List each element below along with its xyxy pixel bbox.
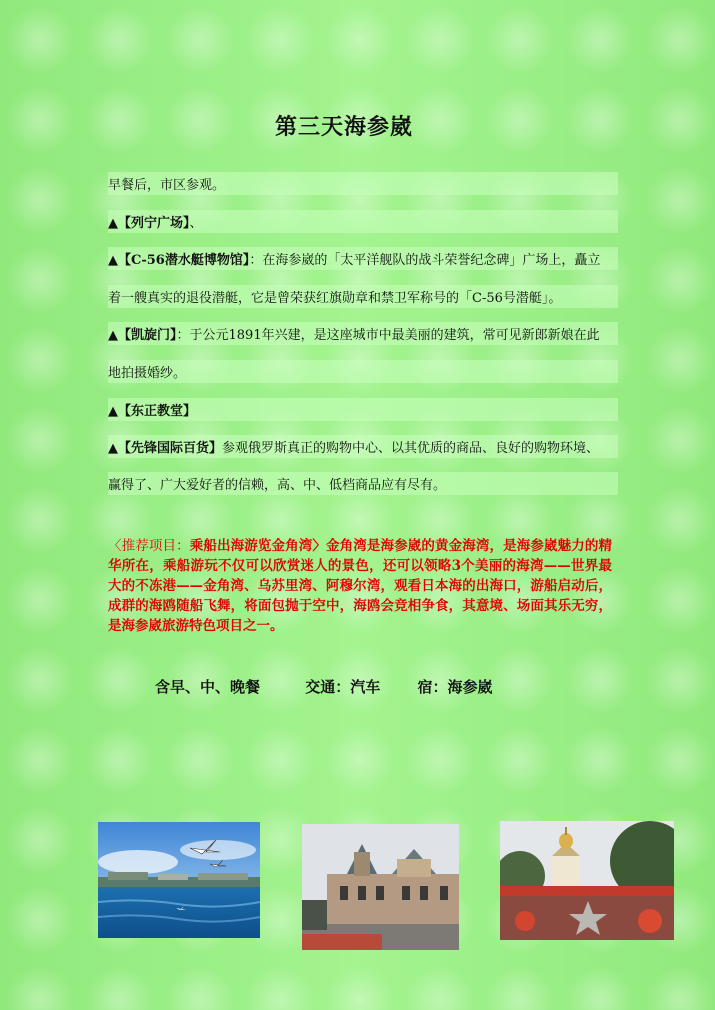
item-triumphal-arch-cont: 地拍摄婚纱。 xyxy=(108,360,618,383)
item-text: 、 xyxy=(189,216,203,231)
meals-info: 含早、中、晚餐 xyxy=(155,678,261,696)
railway-station-photo xyxy=(302,824,459,950)
item-name: ▲【列宁广场】 xyxy=(108,216,190,231)
item-name: ▲【东正教堂】 xyxy=(108,404,196,419)
item-name: ▲【先锋国际百货】 xyxy=(108,441,222,456)
recommended-activity xyxy=(108,536,612,636)
trip-summary xyxy=(155,676,493,697)
item-text: 参观俄罗斯真正的购物中心、以其优质的商品、良好的购物环境、 xyxy=(222,441,600,456)
item-name: ▲【C-56潜水艇博物馆】 xyxy=(108,253,250,268)
item-department-store-cont: 赢得了、广大爱好者的信赖，高、中、低档商品应有尽有。 xyxy=(108,472,618,495)
recommend-body: 乘船出海游览金角湾〉金角湾是海参崴的黄金海湾，是海参崴魅力的精华所在，乘船游玩不仅可以欣赏迷人的景色，还可以领略3个美丽的海湾——世界最大的不冻港——金角湾、乌苏里湾、阿穆尔湾，观看日本海的出海口，游船启动后，成群的海鸥随船飞舞，将面包抛于空中，海鸥会竞相争食，其意境、场面其乐无穷，是海参崴旅游特色项目之一。 xyxy=(108,538,612,634)
recommend-lead: 〈推荐项目： xyxy=(108,538,190,554)
item-triumphal-arch xyxy=(108,322,618,345)
page-title: 第三天海参崴 xyxy=(274,114,413,140)
intro-line: 早餐后，市区参观。 xyxy=(108,172,618,195)
item-text: ：于公元1891年兴建，是这座城市中最美丽的建筑，常可见新郎新娘在此 xyxy=(176,328,600,343)
hotel-info: 宿：海参崴 xyxy=(417,678,493,696)
item-text: ：在海参崴的「太平洋舰队的战斗荣誉纪念碑」广场上，矗立 xyxy=(249,253,601,268)
item-submarine-museum xyxy=(108,247,618,270)
sea-gulls-photo xyxy=(98,822,260,938)
transport-info: 交通：汽车 xyxy=(305,678,381,696)
item-name: ▲【凯旋门】 xyxy=(108,328,177,343)
item-department-store xyxy=(108,435,618,458)
orthodox-chapel-memorial-photo xyxy=(500,821,674,940)
item-submarine-museum-cont: 着一艘真实的退役潜艇，它是曾荣获红旗勋章和禁卫军称号的「C-56号潜艇」。 xyxy=(108,285,618,308)
item-orthodox-church xyxy=(108,398,618,421)
item-lenin-square xyxy=(108,210,618,233)
